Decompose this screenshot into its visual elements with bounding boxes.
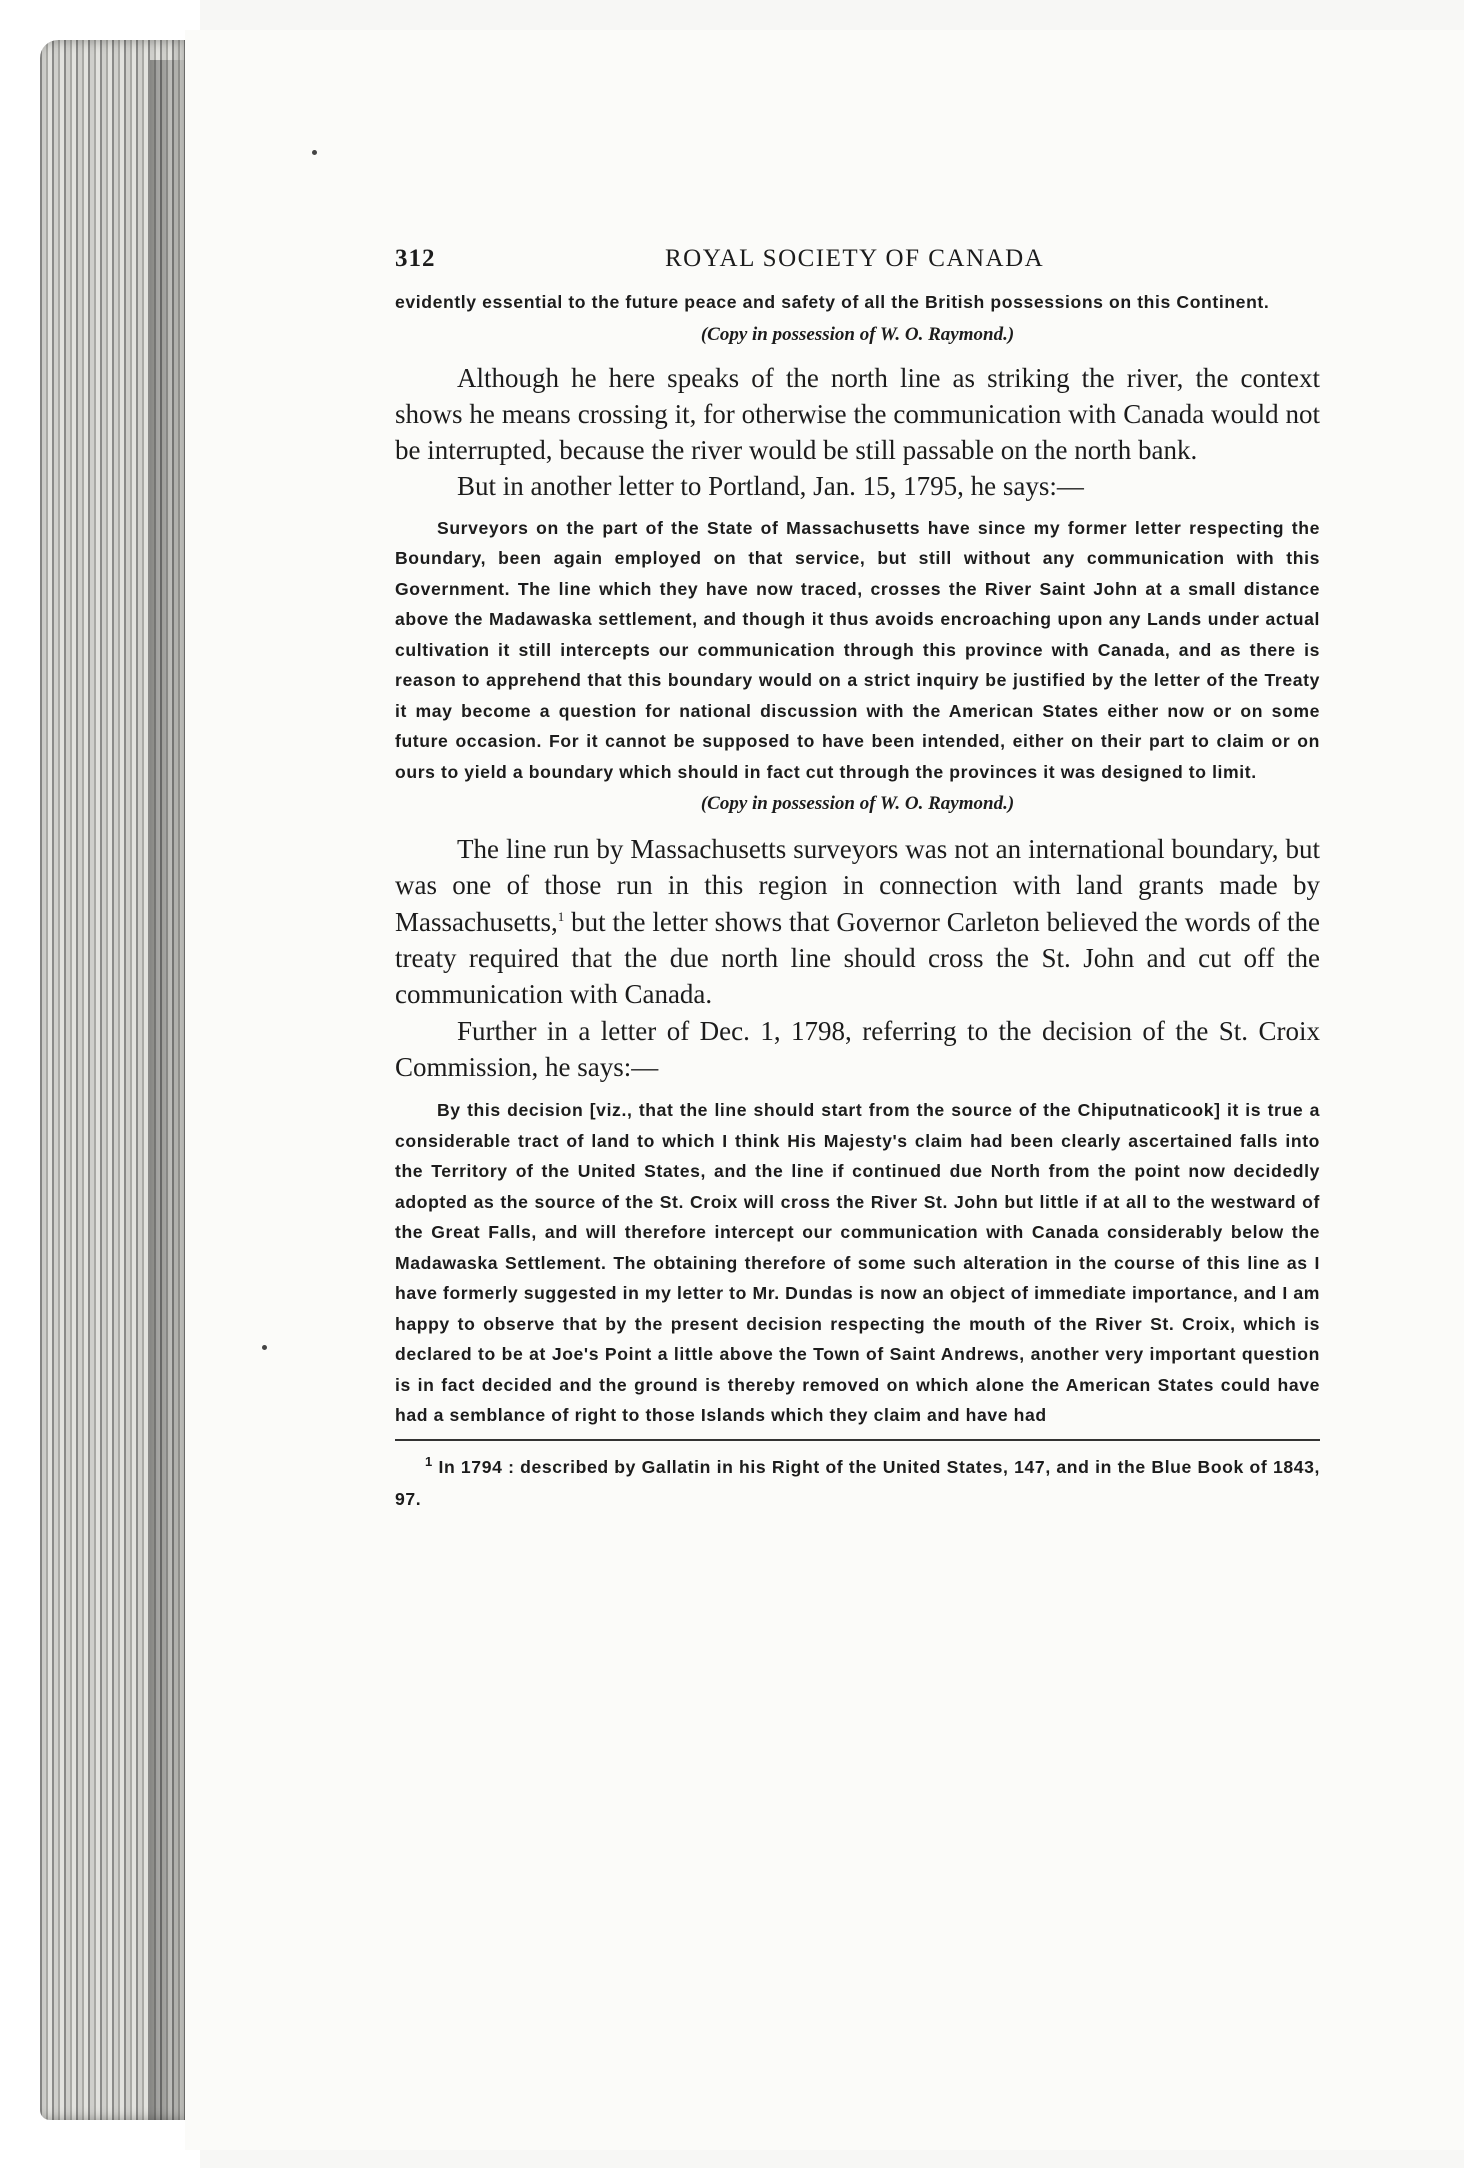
speck-mark [262,1345,267,1350]
paragraph-4: Further in a letter of Dec. 1, 1798, referring to the decision of the St. Croix Commission, he says:— [395,1015,1320,1082]
footnote-ref: 1 [557,908,565,924]
paragraph-3-part-b: but the letter shows that Governor Carleton believed the words of the treaty required that the due north line should cross the St. John and cut off the communication with Canada. [395,906,1320,1010]
paragraph-3 [395,831,1320,1012]
spine-shadow [150,60,190,2120]
footnote-rule [395,1439,1320,1441]
speck-mark [312,150,317,155]
quote-block-1: evidently essential to the future peace and safety of all the British possessions on this Continent. [395,292,1270,312]
paragraph-3-part-a: The line run by Massachusetts surveyors was not an international boundary, but was one of those run in this region in connection with land grants made by Massachusetts, [395,834,1320,937]
paragraph-1: Although he here speaks of the north line as striking the river, the context shows he means crossing it, for otherwise the communication with Canada would not be interrupted, because the river would be still passable on the north bank. [395,362,1320,466]
page-header [395,245,1320,287]
paragraph-2: But in another letter to Portland, Jan. 15, 1795, he says:— [457,471,1084,502]
book-page-edges [0,0,200,2168]
quote-block-2: Surveyors on the part of the State of Massachusetts have since my former letter respecting the Boundary, been again employed on that service, but still without any communication with this Government. The line which they have now traced, crosses the River Saint John at a small distance above the Madawaska settlement, and though it thus avoids encroaching upon any Lands under actual cultivation it still intercepts our communication through this province with Canada, and as there is reason to apprehend that this boundary would on a strict inquiry be justified by the letter of the Treaty it may become a question for national discussion with the American States either now or on some future occasion. For it cannot be supposed to have been intended, either on their part to claim or on ours to yield a boundary which should in fact cut through the provinces it was designed to limit. [395,517,1320,782]
page-content [395,245,1320,1515]
footnote [395,1451,1320,1515]
footnote-marker: 1 [425,1453,433,1469]
running-head: ROYAL SOCIETY OF CANADA [665,245,1045,272]
quote-block-3: By this decision [viz., that the line should start from the source of the Chiputnaticook] it is true a considerable tract of land to which I think His Majesty's claim had been clearly ascertained falls into the Territory of the United States, and the line if continued due North from the point now decidedly adopted as the source of the St. Croix will cross the River St. John but little if at all to the westward of the Great Falls, and will therefore intercept our communication with Canada considerably below the Madawaska Settlement. The obtaining therefore of some such alteration in the course of this line as I have formerly suggested in my letter to Mr. Dundas is now an object of immediate importance, and I am happy to observe that by the present decision respecting the mouth of the River St. Croix, which is declared to be at Joe's Point a little above the Town of Saint Andrews, another very important question is in fact decided and the ground is thereby removed on which alone the American States could have had a semblance of right to those Islands which they claim and have had [395,1100,1320,1426]
quote-source-1: (Copy in possession of W. O. Raymond.) [700,323,1015,345]
page-number: 312 [395,245,436,272]
quote-source-2: (Copy in possession of W. O. Raymond.) [700,793,1015,815]
footnote-text: In 1794 : described by Gallatin in his Right of the United States, 147, and in the Blue Book of 1843, 97. [395,1456,1320,1509]
